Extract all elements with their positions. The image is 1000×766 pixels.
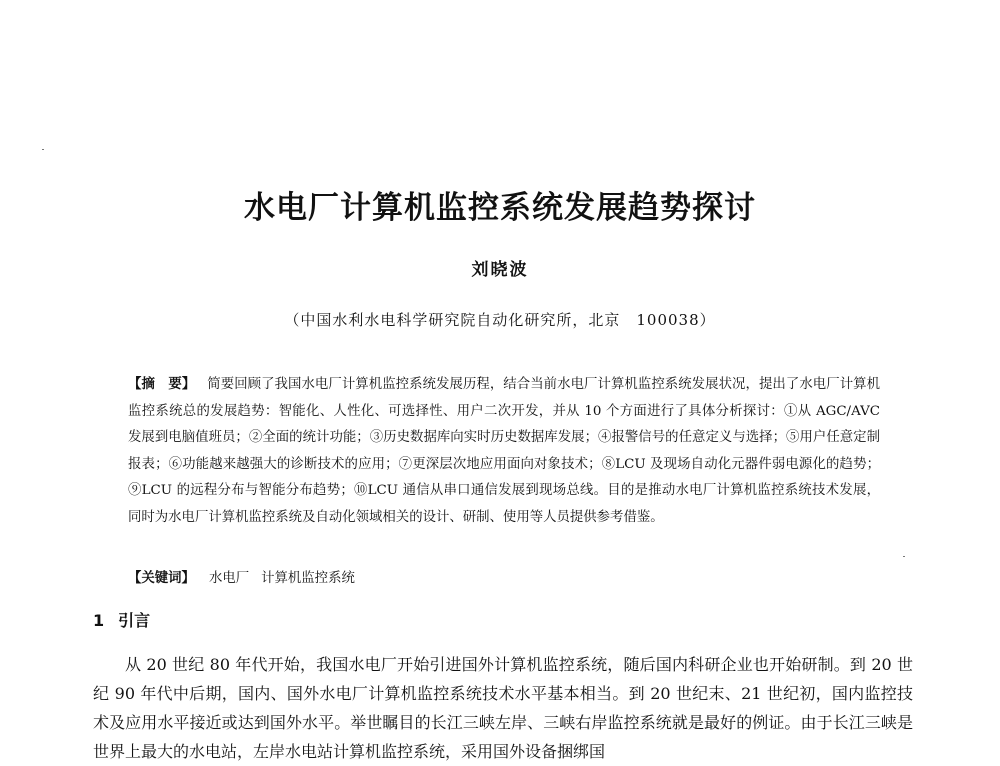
abstract-label: 【摘 要】 (128, 377, 196, 392)
body-paragraph: 从 20 世纪 80 年代开始，我国水电厂开始引进国外计算机监控系统，随后国内科研企业也开始研制。到 20 世纪 90 年代中后期，国内、国外水电厂计算机监控系统技术水平基本相当。到 20 世纪末、21 世纪初，国内监控技术及应用水平接近或达到国外水平。举世瞩目的长江三峡左岸、三峡右岸监控系统就是最好的例证。由于长江三峡是世界上最大的水电站，左岸水电站计算机监控系统，采用国外设备捆绑国 (93, 655, 913, 761)
section-number: 1 (93, 611, 105, 630)
section-title: 引言 (118, 611, 151, 630)
keywords-label: 【关键词】 (128, 571, 195, 586)
scan-speck (42, 149, 44, 150)
keyword-item: 水电厂 (208, 571, 250, 586)
author-affiliation: （中国水利水电科学研究院自动化研究所，北京 100038） (284, 311, 716, 329)
keywords (128, 568, 880, 590)
paper-title: 水电厂计算机监控系统发展趋势探讨 (244, 190, 756, 226)
author-name: 刘晓波 (471, 260, 529, 280)
scan-speck (903, 556, 905, 557)
abstract-text: 简要回顾了我国水电厂计算机监控系统发展历程，结合当前水电厂计算机监控系统发展状况，提出了水电厂计算机监控系统总的发展趋势：智能化、人性化、可选择性、用户二次开发，并从 10 个方面进行了具体分析探讨：①从 AGC/AVC 发展到电脑值班员；②全面的统计功能；③历史数据库向实时历史数据库发展；④报警信号的任意定义与选择；⑤用户任意定制报表；⑥功能越来越强大的诊断技术的应用；⑦更深层次地应用面向对象技术；⑧LCU 及现场自动化元器件弱电源化的趋势；⑨LCU 的远程分布与智能分布趋势；⑩LCU 通信从串口通信发展到现场总线。目的是推动水电厂计算机监控系统技术发展，同时为水电厂计算机监控系统及自动化领域相关的设计、研制、使用等人员提供参考借鉴。 (128, 377, 880, 525)
section-heading (93, 608, 150, 631)
abstract (128, 372, 880, 531)
keyword-item: 计算机监控系统 (261, 571, 355, 586)
